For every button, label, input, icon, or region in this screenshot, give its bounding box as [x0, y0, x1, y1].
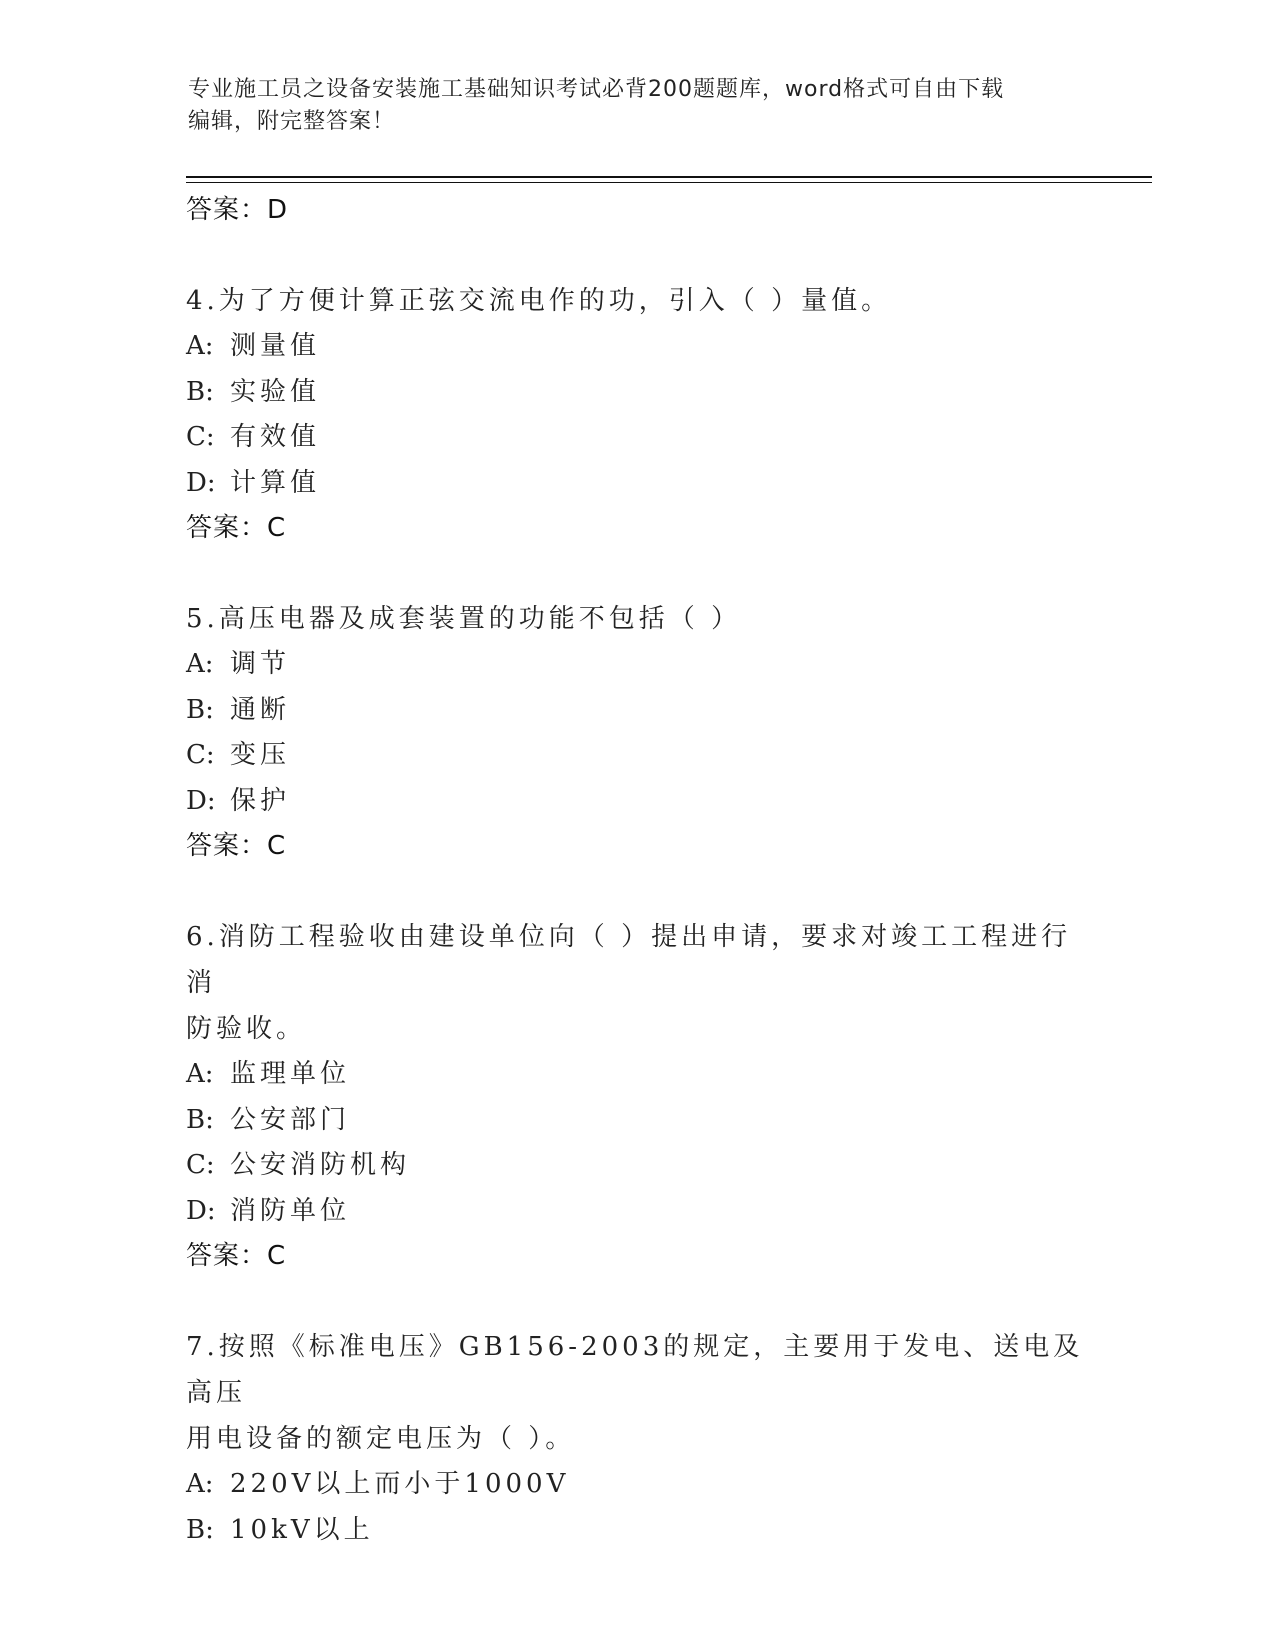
option-letter: A:: [186, 1469, 214, 1499]
option-a: [186, 1052, 1086, 1098]
option-letter: C:: [186, 740, 215, 770]
option-d: [186, 779, 1086, 825]
answer-line: 答案：D: [186, 195, 289, 225]
document-header: [188, 74, 1068, 138]
header-divider: [186, 176, 1152, 178]
option-b: [186, 370, 1086, 416]
question-4: [186, 278, 1086, 550]
option-c: [186, 733, 1086, 779]
option-d: [186, 1189, 1086, 1235]
option-text: 调节: [230, 649, 291, 679]
question-7: [186, 1324, 1086, 1553]
question-text-line-1: 7.按照《标准电压》GB156-2003的规定，主要用于发电、送电及高压: [186, 1332, 1084, 1408]
option-letter: D:: [186, 785, 216, 816]
option-c: [186, 415, 1086, 461]
option-text: 公安消防机构: [230, 1150, 411, 1180]
answer-line: 答案：C: [186, 831, 287, 861]
option-text: 变压: [230, 740, 291, 770]
option-text: 计算值: [230, 467, 321, 498]
option-letter: A:: [186, 331, 214, 361]
option-text: 消防单位: [230, 1195, 351, 1226]
question-text-line-2: 防验收。: [186, 1014, 307, 1044]
header-title-line-2: 编辑，附完整答案！: [188, 109, 396, 134]
option-text: 保护: [230, 785, 291, 816]
question-text-line-2: 用电设备的额定电压为（ ）。: [186, 1424, 576, 1454]
option-letter: A:: [186, 649, 214, 679]
option-letter: B:: [186, 1104, 214, 1135]
question-text: 4.为了方便计算正弦交流电作的功，引入（ ）量值。: [186, 286, 892, 316]
option-letter: D:: [186, 467, 216, 498]
option-text: 实验值: [230, 376, 321, 407]
option-letter: C:: [186, 1150, 215, 1180]
option-letter: D:: [186, 1195, 216, 1226]
option-d: [186, 461, 1086, 507]
question-text-line-1: 6.消防工程验收由建设单位向（ ）提出申请，要求对竣工工程进行消: [186, 922, 1072, 998]
option-text: 公安部门: [230, 1104, 351, 1135]
question-6: [186, 914, 1086, 1278]
option-letter: A:: [186, 1059, 214, 1089]
option-a: [186, 324, 1086, 370]
header-title-line-1: 专业施工员之设备安装施工基础知识考试必背200题题库，word格式可自由下载: [188, 77, 1005, 102]
option-text: 10kV以上: [230, 1514, 374, 1545]
option-text: 有效值: [230, 422, 321, 452]
option-a: [186, 1462, 1086, 1508]
answer-line: 答案：C: [186, 513, 287, 543]
answer-line: 答案：C: [186, 1241, 287, 1271]
question-text: 5.高压电器及成套装置的功能不包括（ ）: [186, 604, 742, 634]
option-b: [186, 688, 1086, 734]
option-text: 测量值: [230, 331, 321, 361]
option-letter: C:: [186, 422, 215, 452]
option-letter: B:: [186, 1514, 214, 1545]
option-text: 220V以上而小于1000V: [230, 1469, 570, 1499]
option-b: [186, 1508, 1086, 1554]
option-b: [186, 1098, 1086, 1144]
option-c: [186, 1143, 1086, 1189]
option-a: [186, 642, 1086, 688]
option-letter: B:: [186, 376, 214, 407]
option-letter: B:: [186, 694, 214, 725]
option-text: 监理单位: [230, 1059, 351, 1089]
question-list: [186, 188, 1086, 1553]
option-text: 通断: [230, 694, 291, 725]
question-5: [186, 596, 1086, 868]
